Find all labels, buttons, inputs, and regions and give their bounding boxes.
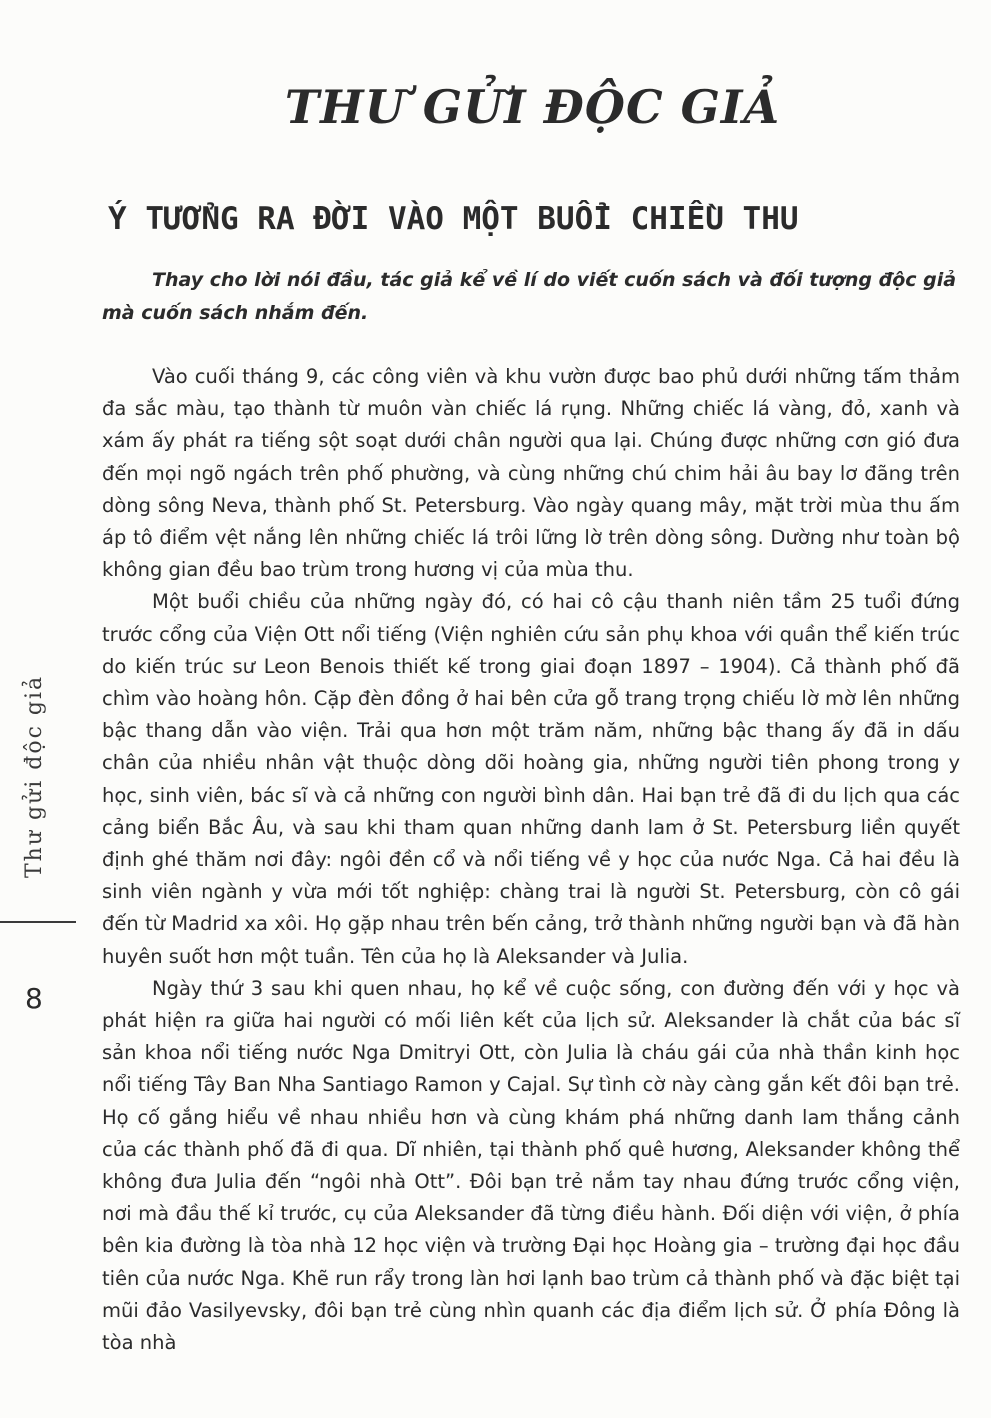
paragraph: Một buổi chiều của những ngày đó, có hai cô cậu thanh niên tầm 25 tuổi đứng trước cổng của Viện Ott nổi tiếng (Viện nghiên cứu sản phụ khoa với quần thể kiến trúc do kiến trúc sư Leon Benois thiết kế trong giai đoạn 1897 – 1904). Cả thành phố đã chìm vào hoàng hôn. Cặp đèn đồng ở hai bên cửa gỗ trang trọng chiếu lờ mờ lên những bậc thang dẫn vào viện. Trải qua hơn một trăm năm, những bậc thang ấy đã in dấu chân của nhiều nhân vật thuộc dòng dõi hoàng gia, những người tiên phong trong y học, sinh viên, bác sĩ và cả những con người bình dân. Hai bạn trẻ đã đi du lịch qua các cảng biển Bắc Âu, và sau khi tham quan những danh lam ở St. Petersburg liền quyết định ghé thăm nơi đây: ngôi đền cổ và nổi tiếng về y học của nước Nga. Cả hai đều là sinh viên ngành y vừa mới tốt nghiệp: chàng trai là người St. Petersburg, còn cô gái đến từ Madrid xa xôi. Họ gặp nhau trên bến cảng, trở thành những người bạn và đã hàn huyên suốt hơn một tuần. Tên của họ là Aleksander và Julia.: [102, 590, 960, 968]
section-heading: Ý TƯỞNG RA ĐỜI VÀO MỘT BUỔI CHIỀU THU: [108, 201, 799, 237]
body-text: [102, 361, 960, 1359]
page-number: 8: [25, 982, 43, 1015]
running-head: Thư gửi độc giả: [22, 674, 47, 878]
chapter-title: THƯ GỬI ĐỘC GIẢ: [284, 80, 781, 134]
paragraph: Ngày thứ 3 sau khi quen nhau, họ kể về cuộc sống, con đường đến với y học và phát hiện ra giữa hai người có mối liên kết của lịch sử. Aleksander là chắt của bác sĩ sản khoa nổi tiếng nước Nga Dmitryi Ott, còn Julia là cháu gái của nhà thần kinh học nổi tiếng Tây Ban Nha Santiago Ramon y Cajal. Sự tình cờ này càng gắn kết đôi bạn trẻ. Họ cố gắng hiểu về nhau nhiều hơn và cùng khám phá những danh lam thắng cảnh của các thành phố đã đi qua. Dĩ nhiên, tại thành phố quê hương, Aleksander không thể không đưa Julia đến “ngôi nhà Ott”. Đôi bạn trẻ nắm tay nhau đứng trước cổng viện, nơi mà đầu thế kỉ trước, cụ của Aleksander đã từng điều hành. Đối diện với viện, ở phía bên kia đường là tòa nhà 12 học viện và trường Đại học Hoàng gia – trường đại học đầu tiên của nước Nga. Khẽ run rẩy trong làn hơi lạnh bao trùm cả thành phố và đặc biệt tại mũi đảo Vasilyevsky, đôi bạn trẻ cùng nhìn quanh các địa điểm lịch sử. Ở phía Đông là tòa nhà: [102, 976, 960, 1355]
lead-paragraph: Thay cho lời nói đầu, tác giả kể về lí do viết cuốn sách và đối tượng độc giả mà cuốn sách nhắm đến.: [102, 269, 957, 324]
paragraph: Vào cuối tháng 9, các công viên và khu vườn được bao phủ dưới những tấm thảm đa sắc màu, tạo thành từ muôn vàn chiếc lá rụng. Những chiếc lá vàng, đỏ, xanh và xám ấy phát ra tiếng sột soạt dưới chân người qua lại. Chúng được những cơn gió đưa đến mọi ngõ ngách trên phố phường, và cùng những chú chim hải âu bay lơ đãng trên dòng sông Neva, thành phố St. Petersburg. Vào ngày quang mây, mặt trời mùa thu ấm áp tô điểm vệt nắng lên những chiếc lá trôi lững lờ trên dòng sông. Dường như toàn bộ không gian đều bao trùm trong hương vị của mùa thu.: [102, 365, 960, 582]
margin-divider: [0, 921, 76, 923]
